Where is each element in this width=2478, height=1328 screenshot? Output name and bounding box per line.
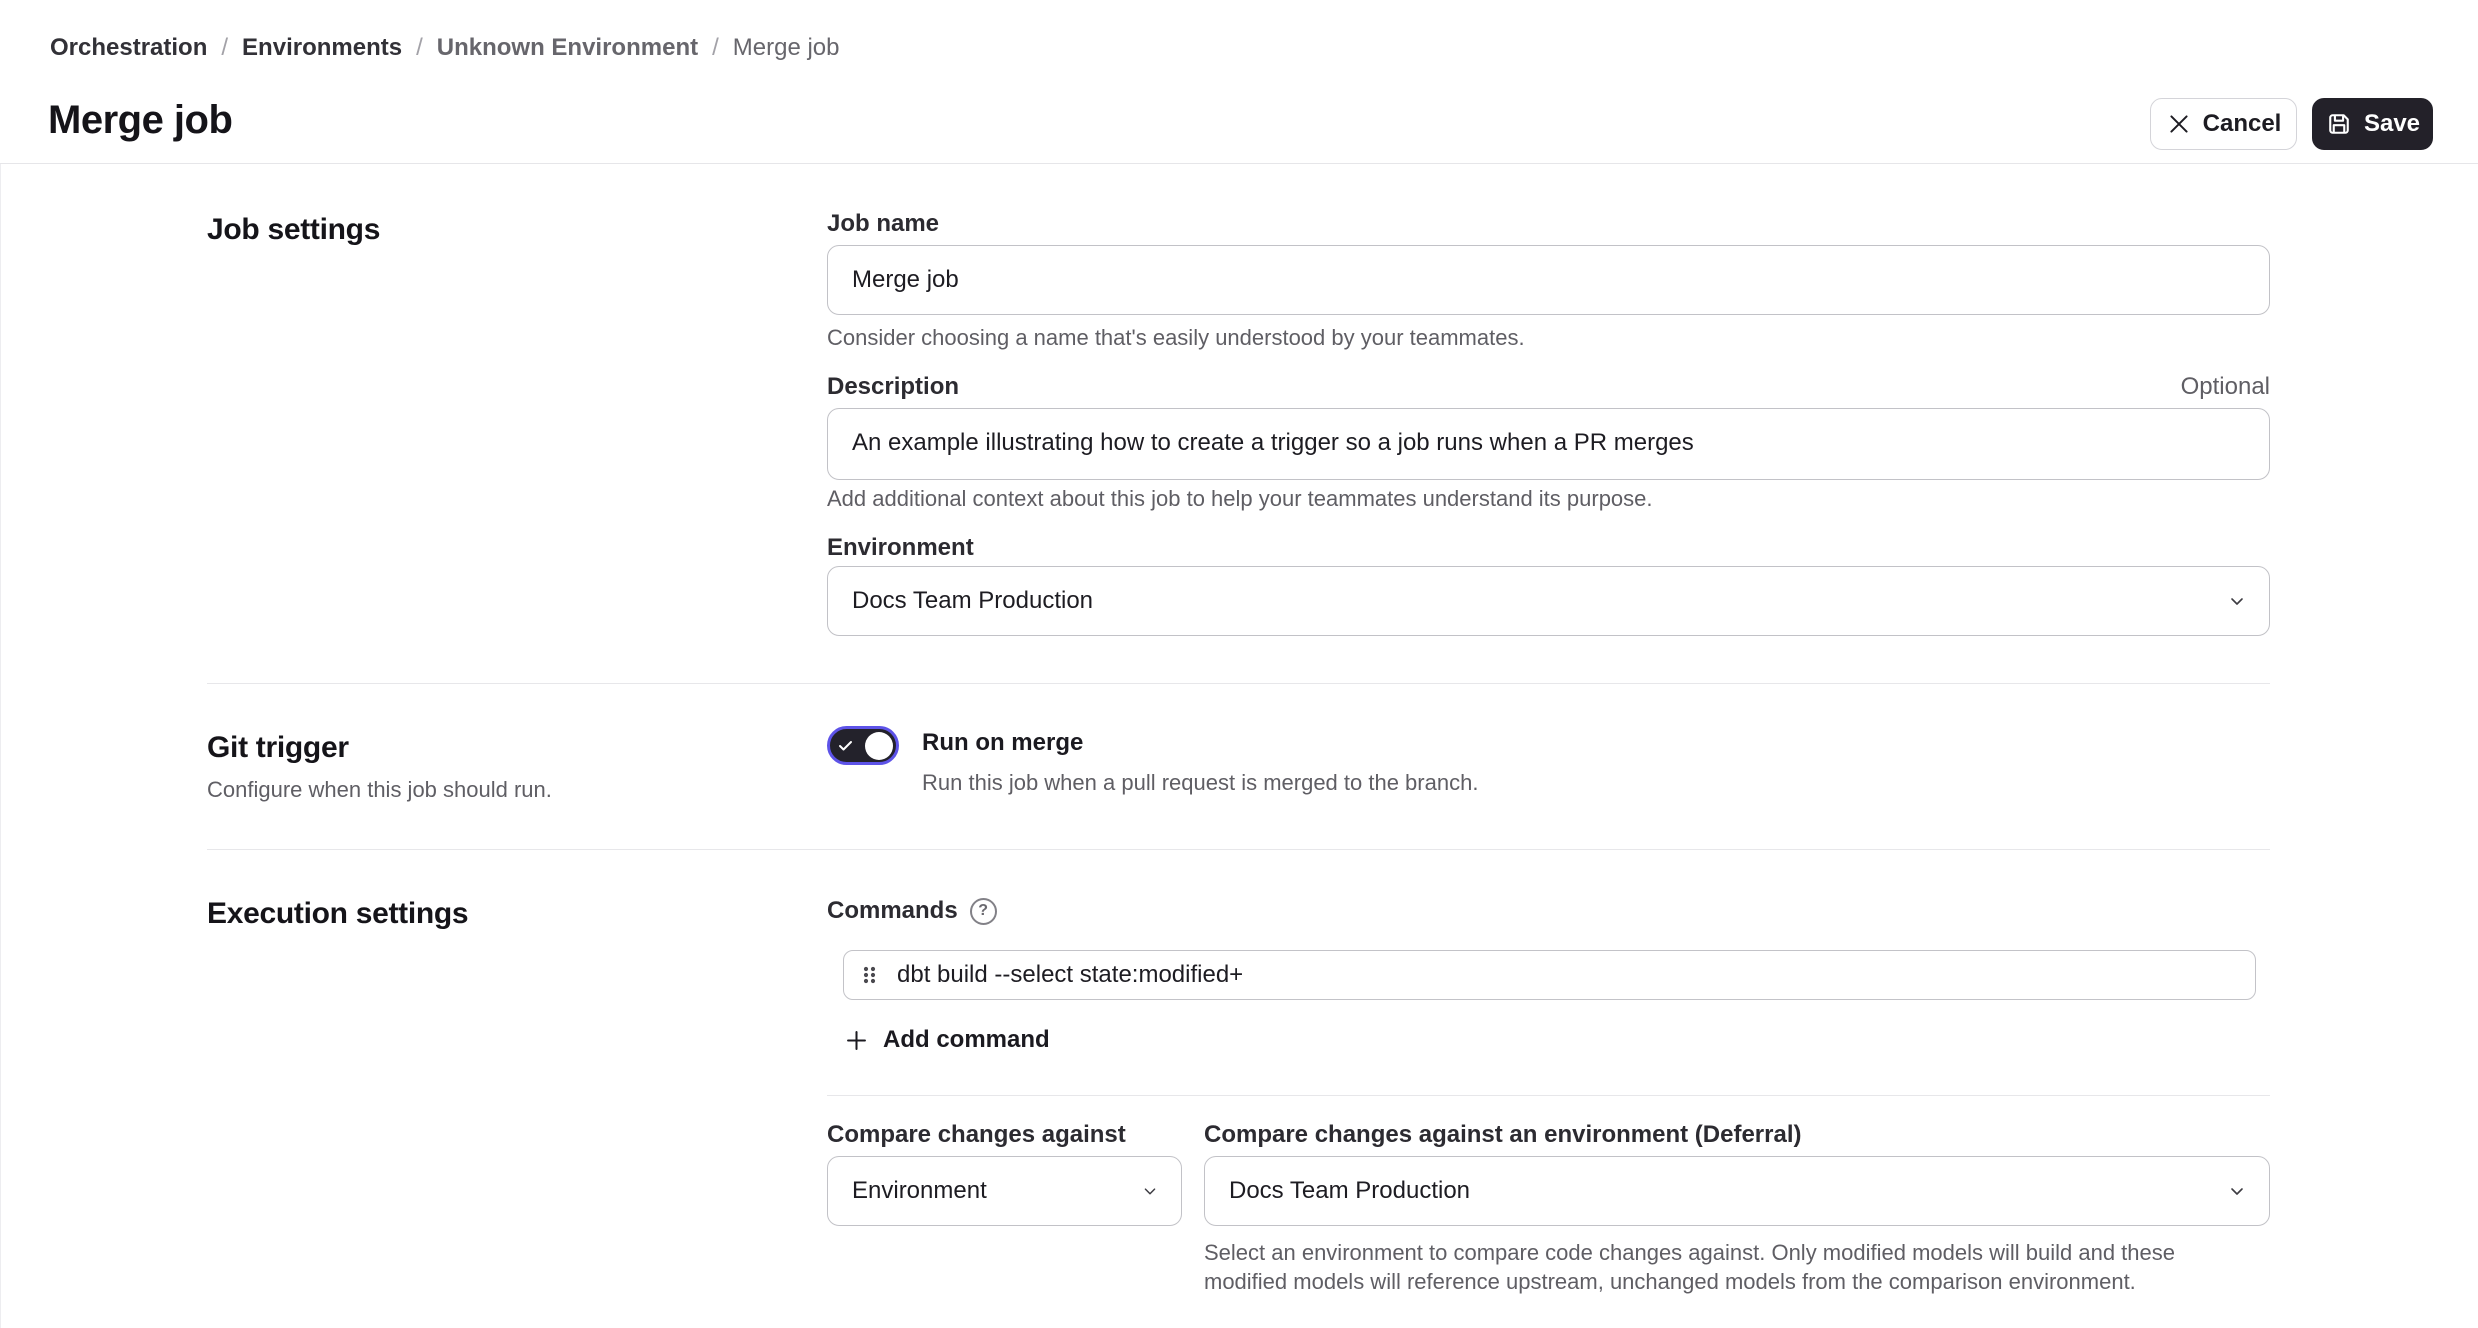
environment-select[interactable] — [827, 566, 2270, 636]
compare-against-label: Compare changes against — [827, 1121, 1126, 1148]
job-settings-heading: Job settings — [207, 213, 381, 246]
command-text[interactable]: dbt build --select state:modified+ — [897, 961, 1244, 988]
run-on-merge-toggle[interactable] — [827, 726, 899, 765]
environment-select-value: Docs Team Production — [852, 587, 1094, 614]
deferral-helper: Select an environment to compare code changes against. Only modified models will build and these modified models will reference upstream, unchanged models from the comparison environment. — [1204, 1240, 2175, 1294]
section-divider — [207, 683, 2270, 684]
save-icon — [2325, 110, 2353, 138]
compare-against-select-value: Environment — [852, 1177, 987, 1204]
breadcrumb-separator: / — [712, 34, 719, 61]
cancel-button[interactable] — [2150, 98, 2297, 150]
breadcrumb-item-orchestration[interactable]: Orchestration — [50, 34, 208, 61]
deferral-select[interactable] — [1204, 1156, 2270, 1226]
add-command-label: Add command — [883, 1026, 1050, 1053]
header-actions — [2150, 98, 2433, 150]
git-trigger-subheading: Configure when this job should run. — [207, 777, 552, 802]
header-divider — [0, 163, 2478, 164]
description-input[interactable] — [827, 408, 2270, 480]
breadcrumb — [50, 33, 840, 63]
optional-badge: Optional — [2180, 373, 2270, 400]
chevron-down-icon — [1139, 1180, 1161, 1202]
git-trigger-heading: Git trigger — [207, 731, 349, 764]
deferral-label: Compare changes against an environment (Deferral) — [1204, 1121, 1802, 1148]
job-name-helper: Consider choosing a name that's easily understood by your teammates. — [827, 325, 1525, 350]
command-row[interactable] — [843, 950, 2256, 1000]
breadcrumb-separator: / — [221, 34, 229, 61]
breadcrumb-separator: / — [416, 34, 423, 61]
help-icon[interactable]: ? — [970, 898, 997, 925]
add-command-button[interactable] — [843, 1026, 1050, 1054]
check-icon — [838, 739, 853, 752]
commands-label-row — [827, 896, 997, 926]
compare-against-select[interactable] — [827, 1156, 1182, 1226]
breadcrumb-item-environments[interactable]: Environments — [242, 34, 403, 61]
save-button-label: Save — [2363, 110, 2421, 137]
description-label: Description — [827, 373, 960, 400]
drag-handle-icon[interactable] — [862, 963, 877, 987]
toggle-knob — [865, 732, 893, 760]
section-divider — [207, 849, 2270, 850]
page-title: Merge job — [48, 98, 233, 142]
deferral-select-value: Docs Team Production — [1229, 1177, 1471, 1204]
cancel-button-label: Cancel — [2202, 110, 2282, 137]
environment-label: Environment — [827, 534, 974, 561]
close-icon — [2166, 111, 2192, 137]
content-left-edge — [0, 164, 1, 1328]
chevron-down-icon — [2225, 1179, 2249, 1203]
section-divider — [827, 1095, 2270, 1096]
breadcrumb-item-merge-job: Merge job — [732, 34, 840, 61]
commands-label: Commands — [827, 897, 958, 924]
chevron-down-icon — [2225, 589, 2249, 613]
job-name-input[interactable] — [827, 245, 2270, 315]
execution-settings-heading: Execution settings — [207, 897, 469, 930]
save-button[interactable] — [2312, 98, 2433, 150]
job-name-label: Job name — [827, 210, 940, 237]
breadcrumb-item-unknown-environment[interactable]: Unknown Environment — [436, 34, 699, 61]
run-on-merge-label: Run on merge — [922, 729, 1084, 756]
run-on-merge-description: Run this job when a pull request is merged to the branch. — [922, 770, 1479, 795]
plus-icon — [843, 1027, 870, 1054]
description-helper: Add additional context about this job to help your teammates understand its purpose. — [827, 486, 1653, 511]
